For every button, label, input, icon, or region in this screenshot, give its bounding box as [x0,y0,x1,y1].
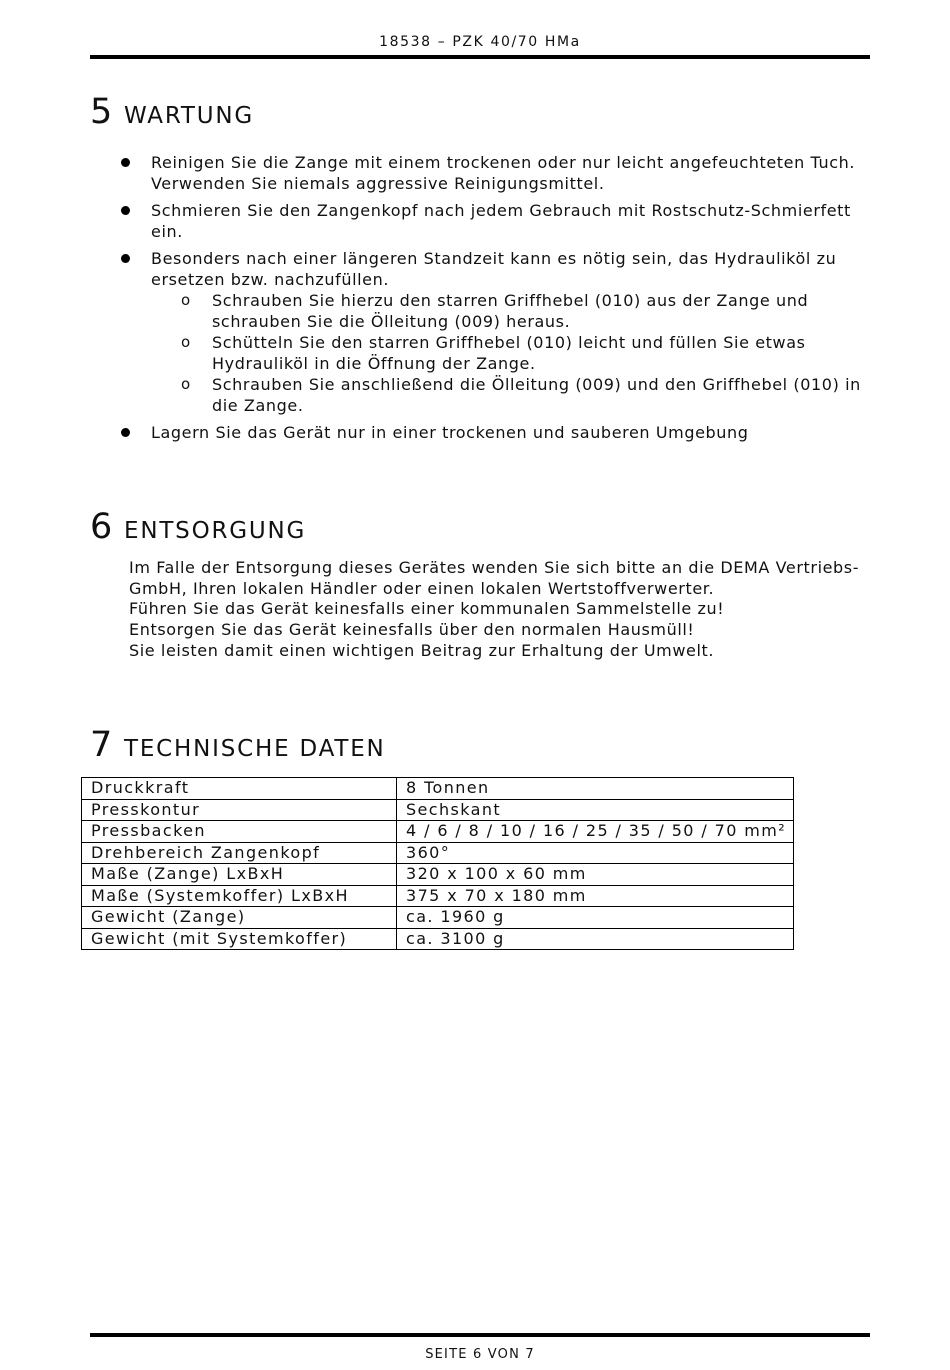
sub-list-item [150,374,866,416]
spec-label: Gewicht (mit Systemkoffer) [82,928,397,950]
footer-divider [90,1333,870,1337]
spec-value: 8 Tonnen [397,778,794,800]
sub-bullet-icon: o [181,291,191,309]
table-row [82,864,794,886]
section-title: TECHNISCHE DATEN [124,736,386,762]
sub-list-item-text: Schrauben Sie anschließend die Ölleitung (009) und den Griffhebel (010) in die Zange. [212,375,861,415]
spec-value: 320 x 100 x 60 mm [397,864,794,886]
spec-value: ca. 3100 g [397,928,794,950]
table-row [82,799,794,821]
disposal-line: Führen Sie das Gerät keinesfalls einer kommunalen Sammelstelle zu! [129,599,725,619]
section-number: 5 [90,92,113,132]
section-number: 6 [90,507,113,547]
spec-label: Druckkraft [82,778,397,800]
table-row [82,842,794,864]
bullet-icon [121,254,130,263]
sub-list-item [150,290,866,332]
list-item-text: Schmieren Sie den Zangenkopf nach jedem Gebrauch mit Rostschutz-Schmierfett ein. [151,201,851,241]
sub-list-item-text: Schrauben Sie hierzu den starren Griffhebel (010) aus der Zange und schrauben Sie die Ölleitung (009) heraus. [212,291,809,331]
section-heading-technische-daten [90,725,386,765]
spec-table [81,777,794,950]
disposal-line: Sie leisten damit einen wichtigen Beitrag zur Erhaltung der Umwelt. [129,640,715,660]
list-item-text: Besonders nach einer längeren Standzeit kann es nötig sein, das Hydrauliköl zu ersetzen bzw. nachzufüllen. [151,249,837,289]
page-header-title: 18538 – PZK 40/70 HMa [379,34,581,50]
list-item-text: Lagern Sie das Gerät nur in einer trockenen und sauberen Umgebung [151,423,749,442]
sub-bullet-icon: o [181,333,191,351]
spec-label: Drehbereich Zangenkopf [82,842,397,864]
bullet-icon [121,428,130,437]
spec-label: Maße (Zange) LxBxH [82,864,397,886]
section-heading-entsorgung [90,507,306,547]
section-heading-wartung [90,92,254,132]
list-item [116,152,866,194]
list-item [116,422,866,443]
list-item [116,248,866,416]
sub-list-item-text: Schütteln Sie den starren Griffhebel (010) leicht und füllen Sie etwas Hydrauliköl in die Öffnung der Zange. [212,333,806,373]
list-item [116,200,866,242]
spec-value: 4 / 6 / 8 / 10 / 16 / 25 / 35 / 50 / 70 mm² [397,821,794,843]
maintenance-list [116,152,866,449]
sub-bullet-icon: o [181,375,191,393]
disposal-line: Entsorgen Sie das Gerät keinesfalls über den normalen Hausmüll! [129,620,695,640]
spec-value: ca. 1960 g [397,907,794,929]
section-title: WARTUNG [124,103,255,129]
section-title: ENTSORGUNG [124,518,307,544]
bullet-icon [121,158,130,167]
disposal-line: Im Falle der Entsorgung dieses Gerätes wenden Sie sich bitte an die DEMA Vertriebs-GmbH, Ihren lokalen Händler oder einen lokalen Wertstoffverwerter. [129,558,860,598]
oil-refill-steps [151,290,866,416]
bullet-icon [121,206,130,215]
spec-label: Gewicht (Zange) [82,907,397,929]
spec-value: Sechskant [397,799,794,821]
sub-list-item [150,332,866,374]
table-row [82,928,794,950]
disposal-text [129,558,869,662]
table-row [82,821,794,843]
spec-label: Presskontur [82,799,397,821]
list-item-text: Reinigen Sie die Zange mit einem trockenen oder nur leicht angefeuchteten Tuch. Verwenden Sie niemals aggressive Reinigungsmittel. [151,153,856,193]
page-number: SEITE 6 VON 7 [425,1347,535,1362]
table-row [82,907,794,929]
spec-value: 360° [397,842,794,864]
table-row [82,885,794,907]
spec-label: Maße (Systemkoffer) LxBxH [82,885,397,907]
spec-value: 375 x 70 x 180 mm [397,885,794,907]
spec-label: Pressbacken [82,821,397,843]
header-divider [90,55,870,59]
section-number: 7 [90,725,113,765]
table-row [82,778,794,800]
